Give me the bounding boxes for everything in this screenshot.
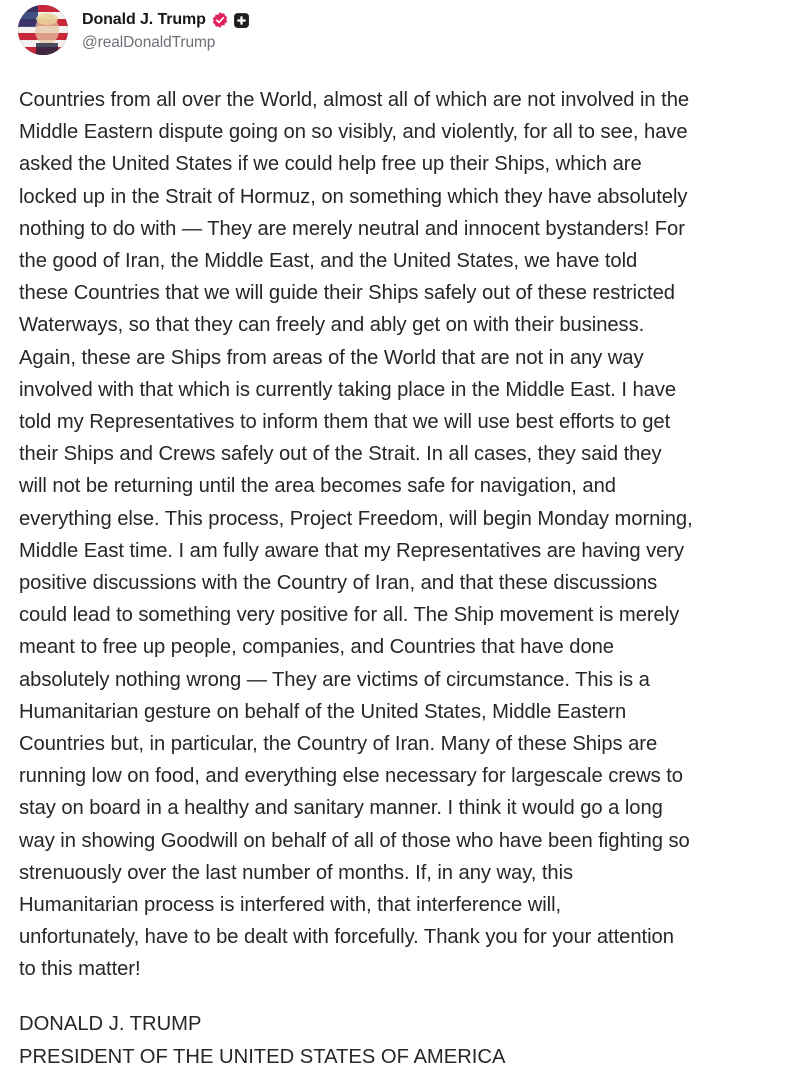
post-text-line: asked the United States if we could help free up their Ships, which are xyxy=(19,148,779,180)
post-text-line: these Countries that we will guide their Ships safely out of these restricted xyxy=(19,277,779,309)
avatar[interactable] xyxy=(18,5,68,55)
post-text-line: Waterways, so that they can freely and ably get on with their business. xyxy=(19,309,779,341)
post-text-line: running low on food, and everything else necessary for largescale crews to xyxy=(19,760,779,792)
post-text-line: absolutely nothing wrong — They are victims of circumstance. This is a xyxy=(19,664,779,696)
post-body-text xyxy=(19,84,779,986)
name-row xyxy=(82,8,250,32)
verified-check-icon xyxy=(211,11,229,29)
post-text-line: everything else. This process, Project Freedom, will begin Monday morning, xyxy=(19,503,779,535)
post-text-line: stay on board in a healthy and sanitary manner. I think it would go a long xyxy=(19,792,779,824)
post-text-line: Humanitarian process is interfered with, that interference will, xyxy=(19,889,779,921)
post-text-line: involved with that which is currently taking place in the Middle East. I have xyxy=(19,374,779,406)
post-text-line: locked up in the Strait of Hormuz, on something which they have absolutely xyxy=(19,181,779,213)
author-display-name[interactable]: Donald J. Trump xyxy=(82,11,206,29)
post-text-line: Countries but, in particular, the Country of Iran. Many of these Ships are xyxy=(19,728,779,760)
avatar-image xyxy=(18,5,68,55)
post-text-line: way in showing Goodwill on behalf of all of those who have been fighting so xyxy=(19,825,779,857)
post-text-line: could lead to something very positive for all. The Ship movement is merely xyxy=(19,599,779,631)
signature-name: DONALD J. TRUMP xyxy=(19,1008,779,1041)
post-text-line: strenuously over the last number of months. If, in any way, this xyxy=(19,857,779,889)
plus-badge-icon xyxy=(233,12,250,29)
post-text-line: Humanitarian gesture on behalf of the United States, Middle Eastern xyxy=(19,696,779,728)
post-text-line: the good of Iran, the Middle East, and the United States, we have told xyxy=(19,245,779,277)
post-text-line: Middle Eastern dispute going on so visibly, and violently, for all to see, have xyxy=(19,116,779,148)
post-text-line: to this matter! xyxy=(19,953,779,985)
post-text-line: their Ships and Crews safely out of the Strait. In all cases, they said they xyxy=(19,438,779,470)
post-text-line: nothing to do with — They are merely neutral and innocent bystanders! For xyxy=(19,213,779,245)
post-text-line: will not be returning until the area becomes safe for navigation, and xyxy=(19,470,779,502)
post-text-line: Again, these are Ships from areas of the World that are not in any way xyxy=(19,342,779,374)
post-text-line: unfortunately, have to be dealt with forcefully. Thank you for your attention xyxy=(19,921,779,953)
post-text-line: Countries from all over the World, almost all of which are not involved in the xyxy=(19,84,779,116)
author-identity xyxy=(82,5,250,55)
post-text-line: meant to free up people, companies, and Countries that have done xyxy=(19,631,779,663)
post-text-line: Middle East time. I am fully aware that my Representatives are having very xyxy=(19,535,779,567)
signature-title: PRESIDENT OF THE UNITED STATES OF AMERICA xyxy=(19,1041,779,1073)
post-signature xyxy=(19,1008,779,1073)
post-text-line: positive discussions with the Country of Iran, and that these discussions xyxy=(19,567,779,599)
post-text-line: told my Representatives to inform them that we will use best efforts to get xyxy=(19,406,779,438)
author-handle[interactable]: @realDonaldTrump xyxy=(82,34,250,52)
post-header xyxy=(18,4,250,56)
